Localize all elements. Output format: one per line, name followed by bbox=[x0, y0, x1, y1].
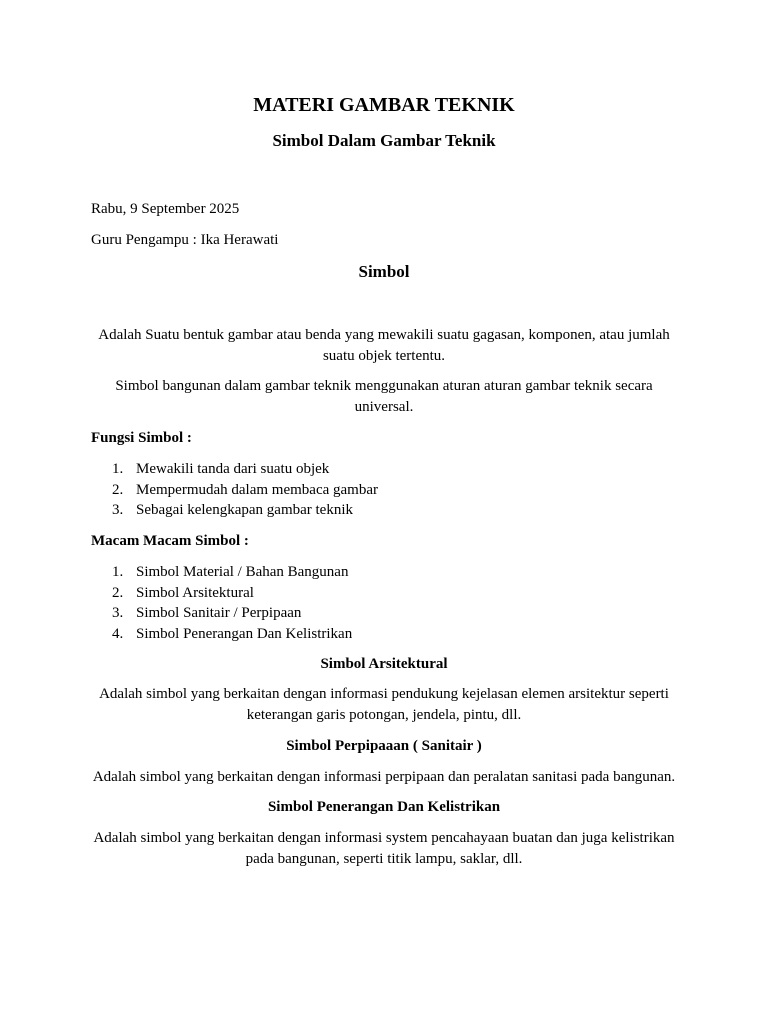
section-heading-simbol: Simbol bbox=[358, 262, 410, 281]
functions-heading: Fungsi Simbol : bbox=[91, 430, 192, 446]
list-item bbox=[91, 480, 378, 501]
penerangan-heading: Simbol Penerangan Dan Kelistrikan bbox=[267, 799, 501, 815]
list-item bbox=[91, 603, 352, 624]
universal-paragraph: Simbol bangunan dalam gambar teknik menggunakan aturan aturan gambar teknik secara universal. bbox=[115, 378, 653, 415]
perpipaan-heading: Simbol Perpipaaan ( Sanitair ) bbox=[286, 738, 482, 754]
list-item-text: Simbol Arsitektural bbox=[136, 584, 254, 601]
list-item bbox=[91, 583, 352, 604]
teacher-line: Guru Pengampu : Ika Herawati bbox=[91, 232, 279, 248]
list-item-text: Sebagai kelengkapan gambar teknik bbox=[136, 502, 354, 518]
list-number: 1. bbox=[112, 564, 124, 580]
penerangan-paragraph: Adalah simbol yang berkaitan dengan informasi system pencahayaan buatan dan juga kelistrikan pada bangunan, seperti titik lampu, saklar, dll. bbox=[93, 830, 675, 867]
list-item bbox=[91, 624, 352, 645]
date-line: Rabu, 9 September 2025 bbox=[91, 201, 240, 217]
list-number: 2. bbox=[112, 481, 124, 498]
types-list bbox=[91, 562, 352, 644]
arsitektural-heading: Simbol Arsitektural bbox=[320, 656, 448, 672]
list-item-text: Simbol Material / Bahan Bangunan bbox=[136, 564, 349, 580]
list-item bbox=[91, 459, 378, 480]
document-subtitle: Simbol Dalam Gambar Teknik bbox=[272, 131, 496, 150]
list-item-text: Mewakili tanda dari suatu objek bbox=[136, 461, 330, 477]
list-number: 4. bbox=[112, 625, 124, 642]
arsitektural-paragraph: Adalah simbol yang berkaitan dengan informasi pendukung kejelasan elemen arsitektur seperti keterangan garis potongan, jendela, pintu, dll. bbox=[99, 686, 669, 723]
perpipaan-paragraph: Adalah simbol yang berkaitan dengan informasi perpipaan dan peralatan sanitasi pada bangunan. bbox=[92, 769, 676, 785]
list-item-text: Mempermudah dalam membaca gambar bbox=[136, 481, 378, 498]
list-item bbox=[91, 500, 378, 521]
definition-paragraph: Adalah Suatu bentuk gambar atau benda yang mewakili suatu gagasan, komponen, atau jumlah suatu objek tertentu. bbox=[98, 327, 670, 364]
list-number: 3. bbox=[112, 502, 124, 518]
types-heading: Macam Macam Simbol : bbox=[91, 533, 249, 549]
functions-list bbox=[91, 459, 378, 521]
list-number: 3. bbox=[112, 605, 124, 621]
list-number: 2. bbox=[112, 584, 124, 601]
list-item-text: Simbol Sanitair / Perpipaan bbox=[136, 605, 302, 621]
list-number: 1. bbox=[112, 461, 124, 477]
document-title: MATERI GAMBAR TEKNIK bbox=[253, 94, 515, 116]
list-item-text: Simbol Penerangan Dan Kelistrikan bbox=[136, 625, 353, 642]
list-item bbox=[91, 562, 352, 583]
